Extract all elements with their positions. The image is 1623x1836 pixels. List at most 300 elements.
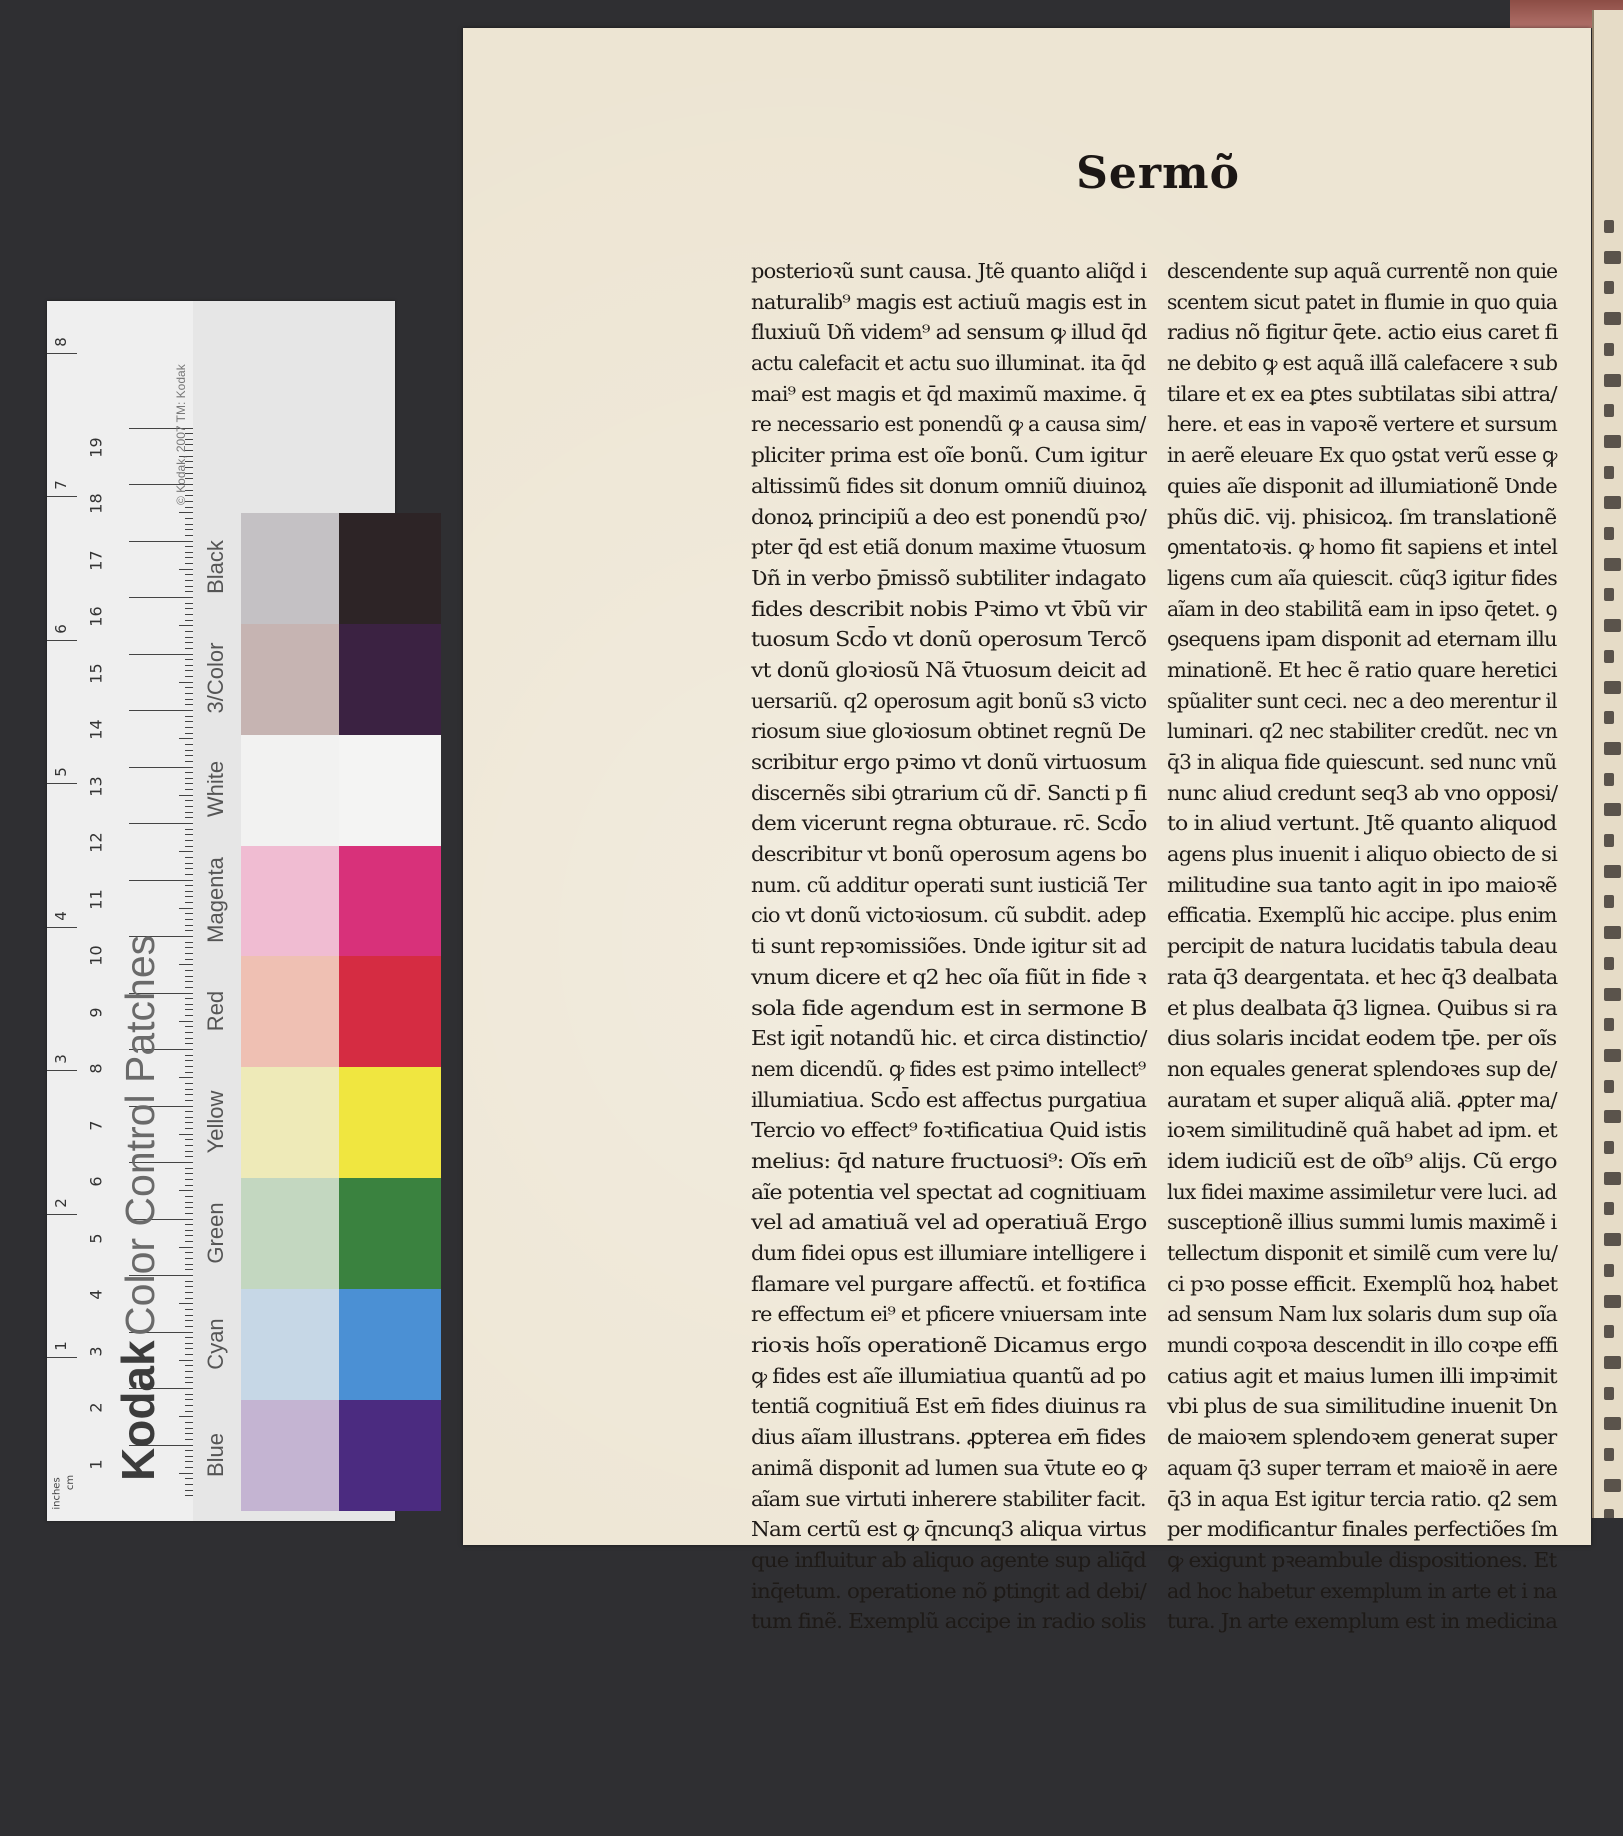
facing-page-text-fragment xyxy=(1604,1448,1614,1461)
ruler-mm-tick xyxy=(185,778,193,779)
facing-page-text-fragment xyxy=(1604,1479,1621,1492)
ruler-inch-label: 4 xyxy=(52,911,70,921)
text-line: cio vt donũ victoꝛiosum. cũ subdit. adep xyxy=(751,903,1146,928)
ruler-mm-tick xyxy=(185,614,193,615)
ruler-mm-tick xyxy=(185,817,193,818)
ruler-mm-tick xyxy=(179,512,193,513)
facing-page-text-fragment xyxy=(1604,803,1621,816)
ruler-mm-tick xyxy=(185,783,193,784)
text-line: aĩam in deo stabilitã eam in ipso q̄etet. ꝯ xyxy=(1167,596,1557,621)
facing-page-text-fragment xyxy=(1604,742,1621,755)
ruler-cm-label: 3 xyxy=(86,1345,106,1357)
swatch-light-cyan xyxy=(241,1289,339,1400)
swatch-label: Red xyxy=(203,990,228,1032)
ruler-mm-tick xyxy=(185,987,193,988)
ruler-mm-tick xyxy=(185,1399,193,1400)
ruler-mm-tick xyxy=(185,1128,193,1129)
ruler-mm-tick xyxy=(179,1077,193,1078)
text-line: dius solaris incidat eodem tp̄e. per oĩs xyxy=(1167,1026,1557,1051)
ruler-mm-tick xyxy=(185,1292,193,1293)
ruler-mm-tick xyxy=(185,1422,193,1423)
text-line: minationẽ. Et hec ẽ ratio quare heretici xyxy=(1167,657,1557,682)
ruler-cm-label: 12 xyxy=(86,832,106,853)
ruler-mm-tick xyxy=(185,761,193,762)
ruler-mm-tick xyxy=(185,1354,193,1355)
text-line: dem vicerunt regna obturaue. rc̄. Scd̄o xyxy=(751,811,1147,836)
text-line: tellectum disponit et similẽ cum vere lu/ xyxy=(1167,1241,1558,1265)
ruler-mm-tick xyxy=(185,665,193,666)
facing-page-text-fragment xyxy=(1604,1295,1621,1308)
facing-page-text-fragment xyxy=(1604,988,1621,1001)
text-line: non equales generat splendoꝛes sup de/ xyxy=(1167,1056,1557,1081)
ruler-mm-tick xyxy=(185,1004,193,1005)
ruler-mm-tick xyxy=(185,1490,193,1491)
text-line: illumiatiua. Scd̄o est affectus purgatiua xyxy=(751,1087,1147,1112)
ruler-mm-tick xyxy=(185,1173,193,1174)
ruler-cm-label: 17 xyxy=(86,549,106,571)
ruler-cm-tick xyxy=(129,597,193,598)
text-line: radius nõ figitur q̄ete. actio eius caret fi xyxy=(1167,320,1558,345)
ruler-cm-tick xyxy=(129,710,193,711)
facing-page-text-fragment xyxy=(1604,926,1621,939)
ruler-cm-tick xyxy=(129,880,193,881)
ruler-cm-label: 13 xyxy=(86,775,106,797)
ruler-mm-tick xyxy=(185,693,193,694)
ruler-mm-tick xyxy=(185,902,193,903)
ruler-mm-tick xyxy=(185,1343,193,1344)
ruler-mm-tick xyxy=(185,981,193,982)
facing-page-text-fragment xyxy=(1604,1110,1621,1123)
copyright-note: © Kodak, 2007 TM: Kodak xyxy=(174,364,188,505)
text-line: nem dicendũ. ꝙ fides est pꝛimo intellect⁹ xyxy=(751,1056,1146,1081)
ruler-mm-tick xyxy=(185,699,193,700)
swatch-label: Yellow xyxy=(203,1090,228,1154)
ruler-mm-tick xyxy=(185,885,193,886)
swatch-dark-magenta xyxy=(339,846,441,957)
facing-page-text-fragment xyxy=(1604,1264,1614,1277)
ruler-cm-tick xyxy=(129,767,193,768)
ruler-mm-tick xyxy=(185,608,193,609)
facing-page-edge xyxy=(1592,10,1623,1518)
ruler-mm-tick xyxy=(185,1309,193,1310)
ruler-unit-cm: cm xyxy=(65,1474,77,1491)
text-line: susceptionẽ illius summi lumis maximẽ i xyxy=(1167,1210,1557,1235)
ruler-mm-tick xyxy=(185,631,193,632)
swatch-light-yellow xyxy=(241,1067,339,1178)
ruler-cm-label: 2 xyxy=(86,1402,106,1413)
facing-page-text-fragment xyxy=(1604,1080,1614,1093)
swatch-label: Green xyxy=(203,1202,228,1264)
text-line: to in aliud vertunt. Jtẽ quanto aliquod xyxy=(1167,811,1557,836)
ruler-mm-tick xyxy=(185,1484,193,1485)
ruler-mm-tick xyxy=(185,591,193,592)
text-column-left xyxy=(751,256,1146,1637)
facing-page-text-fragment xyxy=(1604,773,1614,786)
text-line: scribitur ergo pꝛimo vt donũ virtuosum xyxy=(751,750,1147,774)
ruler-mm-tick xyxy=(185,1224,193,1225)
ruler-mm-tick xyxy=(185,1139,193,1140)
ruler-mm-tick xyxy=(185,1252,193,1253)
ruler-mm-tick xyxy=(185,829,193,830)
ruler-mm-tick xyxy=(185,1202,193,1203)
text-line: quies aĩe disponit ad illumiationẽ Ʋnde xyxy=(1167,473,1557,498)
ruler-inch-label: 3 xyxy=(52,1054,70,1065)
ruler-mm-tick xyxy=(185,574,193,575)
text-line: here. et eas in vapoꝛẽ vertere et sursum xyxy=(1167,412,1558,437)
text-line: percipit de natura lucidatis tabula deau xyxy=(1167,934,1558,959)
ruler-mm-tick xyxy=(185,953,193,954)
facing-page-text-fragment xyxy=(1604,251,1621,264)
swatch-label: Blue xyxy=(203,1432,228,1477)
ruler-mm-tick xyxy=(185,1185,193,1186)
ruler-mm-tick xyxy=(185,1055,193,1056)
ruler-cm-label: 7 xyxy=(86,1119,106,1131)
ruler-mm-tick xyxy=(185,1145,193,1146)
ruler-mm-tick xyxy=(185,1495,193,1496)
ruler-mm-tick xyxy=(185,563,193,564)
brand-name: Kodak xyxy=(112,1340,164,1481)
ruler-mm-tick xyxy=(185,863,193,864)
ruler-cm-label: 16 xyxy=(86,606,106,627)
ruler-mm-tick xyxy=(179,1021,193,1022)
text-line: vt donũ gloꝛiosũ Nã v̄tuosum deicit ad xyxy=(751,657,1147,682)
ruler-mm-tick xyxy=(185,1213,193,1214)
text-line: nunc aliud credunt seq3 ab vno opposi/ xyxy=(1167,780,1558,805)
text-line: aquam q̄3 super terram et maioꝛẽ in aere xyxy=(1167,1455,1558,1480)
ruler-inch-label: 8 xyxy=(52,337,70,347)
ruler-mm-tick xyxy=(185,1326,193,1327)
swatch-light-white xyxy=(241,735,339,846)
ruler-mm-tick xyxy=(185,812,193,813)
ruler-mm-tick xyxy=(185,874,193,875)
ruler-mm-tick xyxy=(185,603,193,604)
ruler-cm-label: 14 xyxy=(86,719,106,740)
ruler-mm-tick xyxy=(185,930,193,931)
ruler-mm-tick xyxy=(185,1394,193,1395)
ruler-mm-tick xyxy=(185,1111,193,1112)
ruler-cm-label: 4 xyxy=(86,1289,106,1300)
facing-page-text-fragment xyxy=(1604,343,1614,356)
running-head: Sermõ xyxy=(1076,148,1240,199)
ruler-cm-label: 10 xyxy=(86,945,106,966)
text-line: posterioꝛũ sunt causa. Jtẽ quanto aliq̃d i xyxy=(751,259,1147,283)
ruler-cm-label: 15 xyxy=(86,662,106,684)
ruler-mm-tick xyxy=(179,738,193,739)
facing-page-text-fragment xyxy=(1604,865,1621,878)
ruler-mm-tick xyxy=(179,1247,193,1248)
text-line: melius: q̄d nature fructuosi⁹: Oĩs em̄ xyxy=(751,1148,1147,1173)
ruler-mm-tick xyxy=(185,1038,193,1039)
ruler-mm-tick xyxy=(185,1207,193,1208)
ruler-mm-tick xyxy=(185,942,193,943)
facing-page-text-fragment xyxy=(1604,281,1614,294)
ruler-mm-tick xyxy=(185,580,193,581)
ruler-inch-label: 1 xyxy=(52,1341,70,1352)
text-line: descendente sup aquã currentẽ non quie xyxy=(1167,259,1558,283)
ruler-mm-tick xyxy=(185,1365,193,1366)
ruler-mm-tick xyxy=(179,1303,193,1304)
ruler-mm-tick xyxy=(185,687,193,688)
ruler-mm-tick xyxy=(185,806,193,807)
text-line: q̄3 in aqua Est igitur tercia ratio. q2 sem xyxy=(1167,1486,1557,1511)
swatch-dark-black xyxy=(339,513,441,624)
facing-page-text-fragment xyxy=(1604,1202,1614,1215)
swatch-label: 3/Color xyxy=(203,642,228,714)
swatch-dark-cyan xyxy=(339,1289,441,1400)
ruler-mm-tick xyxy=(185,659,193,660)
ruler-inch-label: 6 xyxy=(52,624,70,634)
text-line: ꝯmentatoꝛis. ꝙ homo fit sapiens et intel xyxy=(1167,535,1558,560)
text-line: de maioꝛem splendoꝛem generat super xyxy=(1167,1425,1557,1450)
ruler-mm-tick xyxy=(185,535,193,536)
text-line: tura. Jn arte exemplum est in medicina xyxy=(1167,1609,1558,1634)
text-line: vnum dicere et q2 hec oĩa fiũt in fide ꝛ xyxy=(751,964,1146,989)
swatch-light-blue xyxy=(241,1400,339,1511)
facing-page-text-fragment xyxy=(1604,1049,1621,1062)
text-line: ad hoc habetur exemplum in arte et i na xyxy=(1167,1578,1557,1603)
ruler-mm-tick xyxy=(185,1043,193,1044)
ruler-mm-tick xyxy=(185,750,193,751)
ruler-cm-label: 8 xyxy=(86,1063,106,1074)
ruler-mm-tick xyxy=(185,1439,193,1440)
text-line: auratam et super aliquã aliã. ꝓpter ma/ xyxy=(1167,1087,1557,1112)
ruler-mm-tick xyxy=(185,1286,193,1287)
ruler-mm-tick xyxy=(185,704,193,705)
ruler-mm-tick xyxy=(179,964,193,965)
text-line: describitur vt bonũ operosum agens bo xyxy=(751,842,1147,867)
ruler-mm-tick xyxy=(185,1405,193,1406)
swatch-light-green xyxy=(241,1178,339,1289)
ruler-mm-tick xyxy=(185,1461,193,1462)
swatch-light-red xyxy=(241,956,339,1067)
ruler-mm-tick xyxy=(185,524,193,525)
ruler-mm-tick xyxy=(179,682,193,683)
swatch-light-3-color xyxy=(241,624,339,735)
swatch-dark-blue xyxy=(339,1400,441,1511)
facing-page-text-fragment xyxy=(1604,681,1621,694)
ruler-mm-tick xyxy=(179,1190,193,1191)
ruler-mm-tick xyxy=(179,1134,193,1135)
ruler-mm-tick xyxy=(185,772,193,773)
ruler-mm-tick xyxy=(185,891,193,892)
text-line: aĩe potentia vel spectat ad cognitiuam xyxy=(751,1179,1146,1204)
ruler-mm-tick xyxy=(185,789,193,790)
facing-page-text-fragment xyxy=(1604,834,1614,847)
ruler-mm-tick xyxy=(185,1015,193,1016)
ruler-mm-tick xyxy=(185,716,193,717)
swatch-dark-yellow xyxy=(339,1067,441,1178)
ruler-mm-tick xyxy=(185,1156,193,1157)
ruler-mm-tick xyxy=(185,1411,193,1412)
ruler-mm-tick xyxy=(185,1100,193,1101)
ruler-mm-tick xyxy=(185,1196,193,1197)
text-line: tuosum Scd̄o vt donũ operosum Tercõ xyxy=(751,627,1147,652)
facing-page-text-fragment xyxy=(1604,1417,1621,1430)
ruler-mm-tick xyxy=(185,1478,193,1479)
ruler-mm-tick xyxy=(185,959,193,960)
ruler-cm-label: 18 xyxy=(86,493,106,514)
text-line: num. cũ additur operati sunt iusticiã Ter xyxy=(751,872,1146,897)
ruler-mm-tick xyxy=(185,1168,193,1169)
ruler-cm-tick xyxy=(129,541,193,542)
text-line: rioꝛis hoĩs operationẽ Dicamus ergo xyxy=(751,1333,1147,1358)
ruler-mm-tick xyxy=(185,1009,193,1010)
text-line: Ʋñ in verbo p̄missõ subtiliter indagato xyxy=(751,565,1146,590)
ruler-mm-tick xyxy=(179,625,193,626)
color-control-target xyxy=(47,301,395,1521)
text-line: vbi plus de sua similitudine inuenit Ʋn xyxy=(1167,1394,1558,1419)
ruler-mm-tick xyxy=(185,546,193,547)
swatch-label: Black xyxy=(203,540,228,595)
facing-page-text-fragment xyxy=(1604,496,1621,509)
ruler-mm-tick xyxy=(185,896,193,897)
facing-page-text-fragment xyxy=(1604,312,1621,325)
text-line: in aerẽ eleuare Ex quo ꝯstat verũ esse ꝙ xyxy=(1167,443,1557,468)
ruler-mm-tick xyxy=(179,1416,193,1417)
facing-page-text-fragment xyxy=(1604,527,1614,540)
ruler-mm-tick xyxy=(185,1371,193,1372)
ruler-mm-tick xyxy=(185,970,193,971)
text-line: re effectum ei⁹ et pficere vniuersam inte xyxy=(751,1302,1147,1327)
ruler-mm-tick xyxy=(185,1298,193,1299)
ruler-mm-tick xyxy=(185,868,193,869)
ruler-mm-tick xyxy=(185,557,193,558)
swatch-dark-white xyxy=(339,735,441,846)
ruler-mm-tick xyxy=(185,529,193,530)
ruler-mm-tick xyxy=(185,1032,193,1033)
ruler-mm-tick xyxy=(185,676,193,677)
ruler-cm-label: 5 xyxy=(86,1232,106,1244)
facing-page-text-fragment xyxy=(1604,1387,1614,1400)
color-swatch-grid xyxy=(193,301,395,1521)
facing-page-text-fragment xyxy=(1604,1325,1614,1338)
text-line: ci pꝛo posse efficit. Exemplũ hoꝝ habet xyxy=(1167,1271,1558,1296)
swatch-dark-3-color xyxy=(339,624,441,735)
ruler-mm-tick xyxy=(179,908,193,909)
text-line: animã disponit ad lumen sua v̄tute eo ꝙ xyxy=(751,1455,1147,1480)
text-line: actu calefacit et actu suo illuminat. ita q̄d xyxy=(751,351,1146,376)
text-line: luminari. q2 nec stabiliter credũt. nec vn xyxy=(1167,719,1558,744)
ruler-mm-tick xyxy=(185,727,193,728)
text-line: et plus dealbata q̄3 lignea. Quibus si ra xyxy=(1167,995,1557,1020)
text-line: altissimũ fides sit donum omniũ diuinoꝝ xyxy=(751,473,1146,498)
text-column-right xyxy=(1167,256,1557,1637)
text-line: re necessario est ponendũ ꝙ a causa sim/ xyxy=(751,412,1146,437)
ruler-mm-tick xyxy=(185,1258,193,1259)
kodak-brand-label xyxy=(111,935,165,1481)
ruler-mm-tick xyxy=(185,721,193,722)
swatch-label: Magenta xyxy=(203,857,228,943)
text-line: ꝙ fides est aĩe illumiatiua quantũ ad po xyxy=(751,1363,1146,1388)
ruler-mm-tick xyxy=(185,1269,193,1270)
ruler-mm-tick xyxy=(185,1264,193,1265)
swatch-label: White xyxy=(203,760,228,818)
ruler-mm-tick xyxy=(185,733,193,734)
text-line: tilare et ex ea ꝑtes subtilatas sibi attra/ xyxy=(1167,381,1557,406)
ruler-mm-tick xyxy=(185,637,193,638)
ruler-inch-label: 5 xyxy=(52,767,70,778)
text-line: ioꝛem similitudinẽ quã habet ad ipm. et xyxy=(1167,1118,1557,1143)
text-line: per modificantur finales perfectiões ſm xyxy=(1167,1517,1558,1542)
facing-page-text-fragment xyxy=(1604,1141,1614,1154)
ruler-mm-tick xyxy=(185,1467,193,1468)
text-line: tum finẽ. Exemplũ accipe in radio solis xyxy=(751,1609,1146,1634)
ruler-mm-tick xyxy=(185,1151,193,1152)
ruler-mm-tick xyxy=(185,1433,193,1434)
ruler-mm-tick xyxy=(185,1235,193,1236)
ruler-mm-tick xyxy=(185,1094,193,1095)
text-line: Tercio vo effect⁹ foꝛtificatiua Quid istis xyxy=(751,1118,1146,1143)
ruler-cm-label: 9 xyxy=(86,1006,106,1018)
text-line: ꝯsequens ipam disponit ad eternam illu xyxy=(1167,627,1557,652)
facing-page-text-fragment xyxy=(1604,1356,1621,1369)
facing-page-text-fragment xyxy=(1604,435,1621,448)
ruler-mm-tick xyxy=(185,1230,193,1231)
ruler-mm-tick xyxy=(185,976,193,977)
text-line: naturalib⁹ magis est actiuũ magis est in xyxy=(751,289,1147,314)
ruler-mm-tick xyxy=(185,1179,193,1180)
ruler-mm-tick xyxy=(185,1377,193,1378)
facing-page-text-fragment xyxy=(1604,1509,1614,1518)
facing-page-text-fragment xyxy=(1604,711,1614,724)
product-name: Color Control Patches xyxy=(117,934,163,1336)
ruler-cm-label: 1 xyxy=(86,1458,106,1470)
ruler-mm-tick xyxy=(185,586,193,587)
ruler-mm-tick xyxy=(185,1241,193,1242)
ruler-mm-tick xyxy=(185,552,193,553)
ruler-mm-tick xyxy=(185,1320,193,1321)
ruler-mm-tick xyxy=(185,1428,193,1429)
facing-page-text-fragment xyxy=(1604,1018,1614,1031)
ruler-mm-tick xyxy=(179,1360,193,1361)
text-line: q̄3 in aliqua fide quiescunt. sed nunc vnũ xyxy=(1167,750,1557,774)
text-line: rata q̄3 deargentata. et hec q̄3 dealbata xyxy=(1167,964,1558,989)
text-line: spũaliter sunt ceci. nec a deo merentur il xyxy=(1167,688,1557,713)
ruler-mm-tick xyxy=(185,1337,193,1338)
ruler-mm-tick xyxy=(185,834,193,835)
text-line: discernẽs sibi ꝯtrarium cũ dr̄. Sancti p fi xyxy=(751,780,1147,805)
facing-page-text-fragment xyxy=(1604,895,1614,908)
ruler-mm-tick xyxy=(179,1473,193,1474)
ruler-mm-tick xyxy=(185,1089,193,1090)
ruler-cm-tick xyxy=(129,823,193,824)
ruler-mm-tick xyxy=(185,507,193,508)
ruler-mm-tick xyxy=(185,1083,193,1084)
text-line: fides describit nobis Pꝛimo vt v̄bũ vir xyxy=(751,596,1147,621)
ruler-mm-tick xyxy=(185,620,193,621)
ruler-mm-tick xyxy=(185,1122,193,1123)
swatch-dark-green xyxy=(339,1178,441,1289)
text-line: ti sunt repꝛomissiões. Ʋnde igitur sit ad xyxy=(751,934,1147,959)
text-line: que influitur ab aliquo agente sup aliq̄d xyxy=(751,1547,1146,1572)
ruler-mm-tick xyxy=(185,755,193,756)
swatch-dark-red xyxy=(339,956,441,1067)
ruler-mm-tick xyxy=(185,1117,193,1118)
text-line: fluxiuũ Ʋñ videm⁹ ad sensum ꝙ illud q̄d xyxy=(751,320,1147,345)
ruler-mm-tick xyxy=(185,1348,193,1349)
ruler-unit-inches: inches xyxy=(51,1477,63,1510)
text-line: agens plus inuenit i aliquo obiecto de si xyxy=(1167,842,1558,867)
ruler-mm-tick xyxy=(179,851,193,852)
text-line: mundi coꝛpoꝛa descendit in illo coꝛpe effi xyxy=(1167,1333,1558,1358)
text-line: dius aĩam illustrans. ꝓpterea em̄ fides xyxy=(751,1425,1146,1450)
text-line: tentiã cognitiuã Est em̄ fides diuinus ra xyxy=(751,1394,1147,1419)
ruler-mm-tick xyxy=(185,518,193,519)
text-line: uersariũ. q2 operosum agit bonũ s3 victo xyxy=(751,688,1147,713)
text-line: donoꝝ principiũ a deo est ponendũ pꝛo/ xyxy=(751,504,1146,529)
text-line: mai⁹ est magis et q̄d maximũ maxime. q̄ xyxy=(751,381,1146,406)
text-line: ꝙ exigunt pꝛeambule dispositiones. Et xyxy=(1167,1547,1557,1572)
